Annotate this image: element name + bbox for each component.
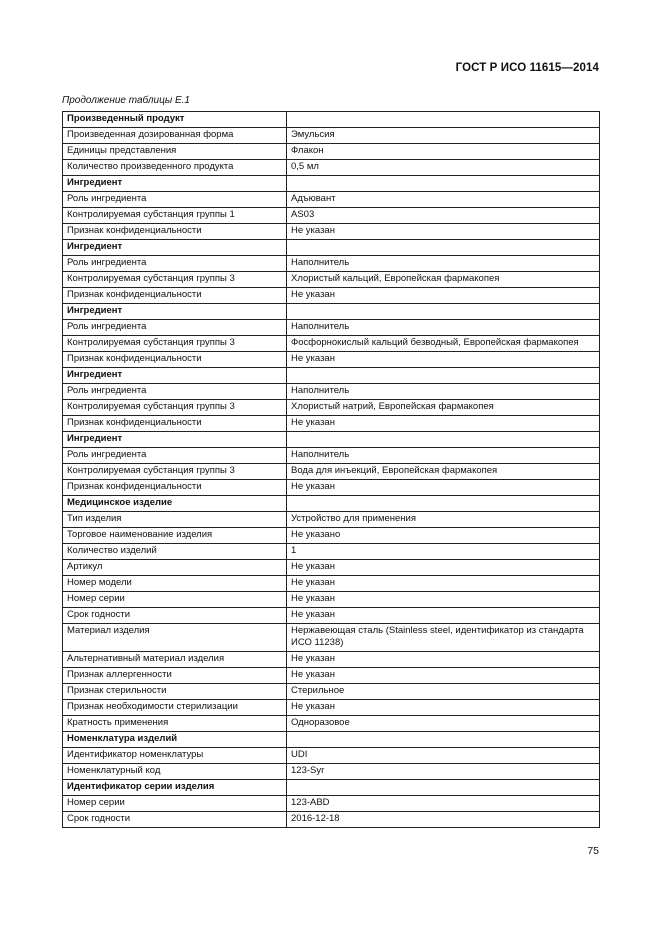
row-label: Роль ингредиента (63, 192, 287, 208)
row-value: Нержавеющая сталь (Stainless steel, идентификатор из стандарта ИСО 11238) (287, 624, 600, 652)
spec-table-body (63, 112, 600, 828)
section-empty-cell (287, 432, 600, 448)
document-header: ГОСТ Р ИСО 11615—2014 (455, 62, 599, 74)
table-row (63, 544, 600, 560)
row-value: Адъювант (287, 192, 600, 208)
row-label: Количество произведенного продукта (63, 160, 287, 176)
row-label: Номер модели (63, 576, 287, 592)
row-value: 123-Syr (287, 764, 600, 780)
table-row (63, 352, 600, 368)
section-empty-cell (287, 176, 600, 192)
table-row (63, 256, 600, 272)
row-value: Не указан (287, 700, 600, 716)
table-row (63, 764, 600, 780)
row-value: Не указан (287, 288, 600, 304)
section-empty-cell (287, 732, 600, 748)
row-value: Не указан (287, 652, 600, 668)
section-empty-cell (287, 496, 600, 512)
section-row (63, 780, 600, 796)
row-value: Наполнитель (287, 320, 600, 336)
table-row (63, 224, 600, 240)
section-empty-cell (287, 304, 600, 320)
table-row (63, 512, 600, 528)
row-value: Хлористый натрий, Европейская фармакопея (287, 400, 600, 416)
row-value: Стерильное (287, 684, 600, 700)
table-row (63, 160, 600, 176)
table-row (63, 208, 600, 224)
section-label: Ингредиент (63, 240, 287, 256)
row-value: Не указан (287, 592, 600, 608)
row-label: Контролируемая субстанция группы 3 (63, 464, 287, 480)
row-label: Кратность применения (63, 716, 287, 732)
row-label: Тип изделия (63, 512, 287, 528)
section-row (63, 176, 600, 192)
table-row (63, 668, 600, 684)
section-label: Идентификатор серии изделия (63, 780, 287, 796)
row-label: Признак конфиденциальности (63, 352, 287, 368)
row-value: Вода для инъекций, Европейская фармакопея (287, 464, 600, 480)
section-row (63, 496, 600, 512)
section-row (63, 304, 600, 320)
row-value: AS03 (287, 208, 600, 224)
row-label: Роль ингредиента (63, 448, 287, 464)
row-value: Не указан (287, 668, 600, 684)
table-row (63, 812, 600, 828)
row-value: Эмульсия (287, 128, 600, 144)
table-row (63, 448, 600, 464)
table-row (63, 192, 600, 208)
row-label: Контролируемая субстанция группы 1 (63, 208, 287, 224)
table-row (63, 384, 600, 400)
row-label: Признак конфиденциальности (63, 288, 287, 304)
table-row (63, 716, 600, 732)
row-value: Флакон (287, 144, 600, 160)
row-value: 1 (287, 544, 600, 560)
table-row (63, 400, 600, 416)
section-empty-cell (287, 240, 600, 256)
section-empty-cell (287, 112, 600, 128)
row-value: Не указан (287, 480, 600, 496)
section-label: Ингредиент (63, 432, 287, 448)
row-value: Устройство для применения (287, 512, 600, 528)
table-row (63, 272, 600, 288)
table-row (63, 144, 600, 160)
row-label: Контролируемая субстанция группы 3 (63, 400, 287, 416)
row-value: 2016-12-18 (287, 812, 600, 828)
row-value: Не указано (287, 528, 600, 544)
row-label: Признак конфиденциальности (63, 480, 287, 496)
row-label: Артикул (63, 560, 287, 576)
table-row (63, 464, 600, 480)
section-label: Ингредиент (63, 368, 287, 384)
section-empty-cell (287, 368, 600, 384)
table-row (63, 560, 600, 576)
row-value: UDI (287, 748, 600, 764)
table-row (63, 128, 600, 144)
row-value: Наполнитель (287, 384, 600, 400)
table-row (63, 700, 600, 716)
table-row (63, 608, 600, 624)
table-row (63, 416, 600, 432)
row-label: Номер серии (63, 796, 287, 812)
spec-table (62, 111, 600, 828)
row-value: Не указан (287, 576, 600, 592)
section-row (63, 432, 600, 448)
table-row (63, 528, 600, 544)
table-caption: Продолжение таблицы Е.1 (62, 95, 190, 106)
table-row (63, 336, 600, 352)
table-row (63, 576, 600, 592)
row-value: Не указан (287, 352, 600, 368)
table-row (63, 480, 600, 496)
row-label: Признак стерильности (63, 684, 287, 700)
row-value: Хлористый кальций, Европейская фармакопея (287, 272, 600, 288)
row-value: 0,5 мл (287, 160, 600, 176)
row-label: Торговое наименование изделия (63, 528, 287, 544)
row-label: Признак необходимости стерилизации (63, 700, 287, 716)
row-label: Идентификатор номенклатуры (63, 748, 287, 764)
table-row (63, 288, 600, 304)
section-row (63, 732, 600, 748)
table-row (63, 796, 600, 812)
row-value: Одноразовое (287, 716, 600, 732)
row-label: Роль ингредиента (63, 384, 287, 400)
row-value: 123-ABD (287, 796, 600, 812)
section-label: Ингредиент (63, 176, 287, 192)
section-label: Ингредиент (63, 304, 287, 320)
row-label: Альтернативный материал изделия (63, 652, 287, 668)
row-value: Не указан (287, 608, 600, 624)
row-label: Признак конфиденциальности (63, 416, 287, 432)
row-label: Единицы представления (63, 144, 287, 160)
section-row (63, 240, 600, 256)
row-value: Наполнитель (287, 448, 600, 464)
section-label: Произведенный продукт (63, 112, 287, 128)
row-label: Номенклатурный код (63, 764, 287, 780)
section-row (63, 112, 600, 128)
row-label: Произведенная дозированная форма (63, 128, 287, 144)
row-value: Не указан (287, 416, 600, 432)
table-row (63, 320, 600, 336)
table-row (63, 684, 600, 700)
table-row (63, 592, 600, 608)
row-label: Количество изделий (63, 544, 287, 560)
row-label: Срок годности (63, 608, 287, 624)
page-number: 75 (587, 845, 599, 857)
table-row (63, 652, 600, 668)
table-row (63, 624, 600, 652)
row-label: Роль ингредиента (63, 320, 287, 336)
row-label: Контролируемая субстанция группы 3 (63, 272, 287, 288)
row-value: Не указан (287, 224, 600, 240)
section-label: Медицинское изделие (63, 496, 287, 512)
section-empty-cell (287, 780, 600, 796)
row-value: Не указан (287, 560, 600, 576)
row-label: Признак конфиденциальности (63, 224, 287, 240)
section-label: Номенклатура изделий (63, 732, 287, 748)
row-label: Срок годности (63, 812, 287, 828)
row-label: Контролируемая субстанция группы 3 (63, 336, 287, 352)
row-label: Роль ингредиента (63, 256, 287, 272)
table-row (63, 748, 600, 764)
row-label: Номер серии (63, 592, 287, 608)
row-value: Фосфорнокислый кальций безводный, Европейская фармакопея (287, 336, 600, 352)
row-label: Материал изделия (63, 624, 287, 652)
row-label: Признак аллергенности (63, 668, 287, 684)
row-value: Наполнитель (287, 256, 600, 272)
section-row (63, 368, 600, 384)
